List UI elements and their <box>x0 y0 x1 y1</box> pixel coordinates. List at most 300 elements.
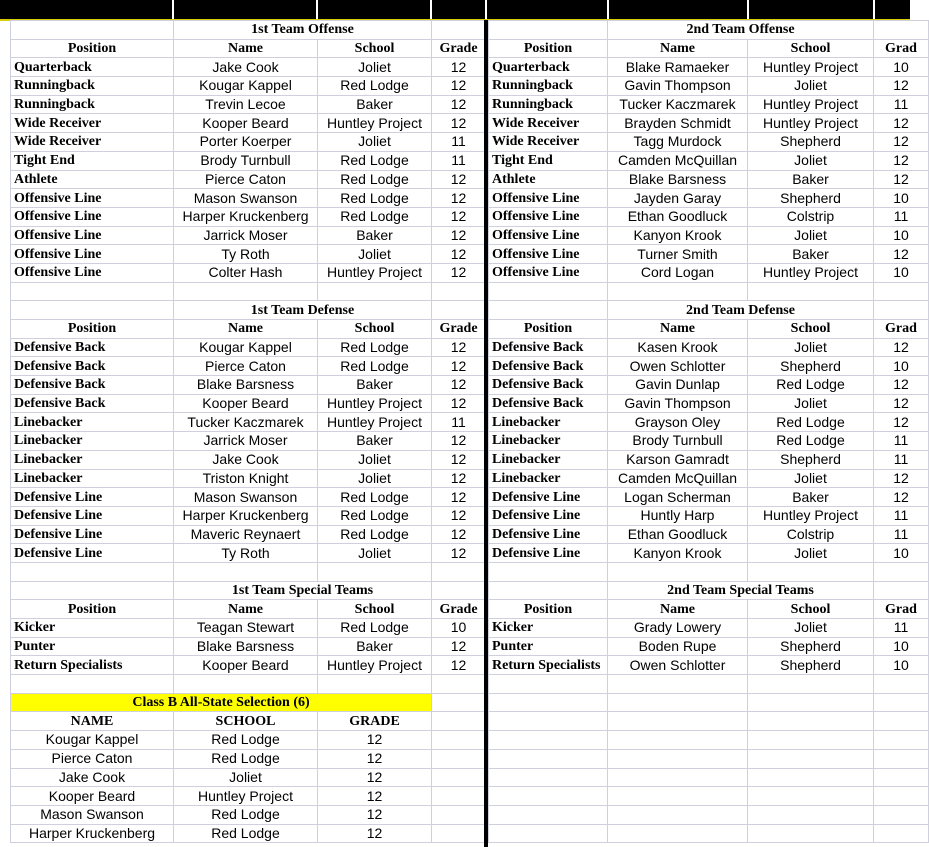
blank-cell <box>748 731 874 750</box>
blank-cell <box>432 712 486 731</box>
player-row <box>11 469 486 488</box>
player-position: Defensive Line <box>11 488 174 507</box>
player-row <box>489 77 929 96</box>
blank-cell <box>608 787 748 806</box>
player-school: Huntley Project <box>748 506 874 525</box>
blank-cell <box>432 787 486 806</box>
player-grade: 12 <box>874 394 929 413</box>
player-name: Camden McQuillan <box>608 151 748 170</box>
allstate-name: Jake Cook <box>11 768 174 787</box>
player-name: Ty Roth <box>174 245 318 264</box>
blank-cell <box>874 824 929 843</box>
section-blank-cell <box>874 581 929 600</box>
player-position: Punter <box>11 637 174 656</box>
player-row <box>489 488 929 507</box>
player-position: Return Specialists <box>489 656 608 675</box>
allstate-grade: 12 <box>318 768 432 787</box>
player-row <box>489 544 929 563</box>
player-school: Joliet <box>748 77 874 96</box>
column-header-school: School <box>318 39 432 58</box>
blank-cell <box>608 731 748 750</box>
blank-cell <box>174 562 318 581</box>
blank-cell <box>489 712 608 731</box>
player-position: Runningback <box>11 95 174 114</box>
player-grade: 12 <box>432 488 486 507</box>
player-school: Baker <box>748 245 874 264</box>
section-blank-cell <box>11 581 174 600</box>
player-row <box>11 189 486 208</box>
blank-cell <box>432 675 486 694</box>
player-row <box>11 133 486 152</box>
player-school: Red Lodge <box>318 207 432 226</box>
player-school: Joliet <box>748 619 874 638</box>
player-name: Maveric Reynaert <box>174 525 318 544</box>
player-school: Shepherd <box>748 357 874 376</box>
blank-row <box>489 712 929 731</box>
player-grade: 11 <box>874 506 929 525</box>
player-grade: 11 <box>432 413 486 432</box>
player-grade: 11 <box>874 619 929 638</box>
player-name: Jake Cook <box>174 58 318 77</box>
player-school: Red Lodge <box>748 376 874 395</box>
player-row <box>11 637 486 656</box>
player-school: Joliet <box>748 151 874 170</box>
blank-row <box>489 824 929 843</box>
section-title-row <box>489 581 929 600</box>
player-row <box>489 656 929 675</box>
player-row <box>489 170 929 189</box>
player-name: Grayson Oley <box>608 413 748 432</box>
blank-cell <box>489 675 608 694</box>
section-title: 1st Team Special Teams <box>174 581 432 600</box>
column-header-grade: Grad <box>874 320 929 339</box>
allstate-row <box>11 749 486 768</box>
player-school: Red Lodge <box>318 357 432 376</box>
blank-cell <box>874 675 929 694</box>
player-row <box>489 637 929 656</box>
player-school: Baker <box>318 432 432 451</box>
blank-row <box>489 787 929 806</box>
player-row <box>11 656 486 675</box>
player-school: Baker <box>318 376 432 395</box>
player-school: Baker <box>748 170 874 189</box>
player-name: Kooper Beard <box>174 114 318 133</box>
column-header-position: Position <box>11 320 174 339</box>
blank-row <box>11 282 486 301</box>
player-position: Offensive Line <box>11 207 174 226</box>
column-header-grade: Grade <box>432 39 486 58</box>
player-position: Defensive Back <box>11 376 174 395</box>
blank-cell <box>489 282 608 301</box>
section-blank-cell <box>432 581 486 600</box>
player-position: Runningback <box>489 95 608 114</box>
player-position: Tight End <box>11 151 174 170</box>
blank-cell <box>489 805 608 824</box>
blank-row <box>489 749 929 768</box>
blank-row <box>11 675 486 694</box>
blank-cell <box>11 282 174 301</box>
column-header-school: School <box>318 600 432 619</box>
blank-cell <box>432 749 486 768</box>
player-position: Offensive Line <box>11 263 174 282</box>
player-row <box>489 506 929 525</box>
player-school: Red Lodge <box>318 619 432 638</box>
blank-row <box>489 731 929 750</box>
player-grade: 12 <box>874 338 929 357</box>
player-grade: 12 <box>874 114 929 133</box>
player-position: Athlete <box>489 170 608 189</box>
allstate-school: Red Lodge <box>174 805 318 824</box>
player-position: Defensive Back <box>489 338 608 357</box>
player-row <box>489 226 929 245</box>
player-name: Mason Swanson <box>174 488 318 507</box>
player-grade: 10 <box>874 226 929 245</box>
player-school: Shepherd <box>748 133 874 152</box>
player-school: Baker <box>318 95 432 114</box>
player-school: Colstrip <box>748 207 874 226</box>
player-row <box>11 357 486 376</box>
blank-row <box>489 805 929 824</box>
player-name: Blake Barsness <box>174 637 318 656</box>
player-position: Athlete <box>11 170 174 189</box>
player-name: Huntly Harp <box>608 506 748 525</box>
player-grade: 12 <box>432 207 486 226</box>
player-grade: 12 <box>432 506 486 525</box>
player-row <box>489 58 929 77</box>
player-row <box>489 469 929 488</box>
blank-cell <box>748 712 874 731</box>
player-row <box>489 263 929 282</box>
player-position: Offensive Line <box>489 263 608 282</box>
allstate-row <box>11 805 486 824</box>
player-grade: 10 <box>432 619 486 638</box>
player-school: Joliet <box>318 133 432 152</box>
player-name: Blake Barsness <box>608 170 748 189</box>
player-grade: 12 <box>432 58 486 77</box>
player-name: Teagan Stewart <box>174 619 318 638</box>
player-name: Brody Turnbull <box>174 151 318 170</box>
player-position: Defensive Back <box>489 357 608 376</box>
player-row <box>489 207 929 226</box>
player-position: Offensive Line <box>489 207 608 226</box>
player-name: Ethan Goodluck <box>608 525 748 544</box>
player-name: Karson Gamradt <box>608 450 748 469</box>
player-name: Kooper Beard <box>174 394 318 413</box>
column-header-position: Position <box>11 600 174 619</box>
player-row <box>11 376 486 395</box>
player-row <box>11 151 486 170</box>
player-position: Wide Receiver <box>489 133 608 152</box>
player-name: Turner Smith <box>608 245 748 264</box>
blank-cell <box>874 693 929 712</box>
section-title-row <box>489 301 929 320</box>
player-name: Gavin Thompson <box>608 77 748 96</box>
player-position: Linebacker <box>11 450 174 469</box>
player-row <box>11 432 486 451</box>
player-school: Joliet <box>748 394 874 413</box>
player-grade: 10 <box>874 544 929 563</box>
player-grade: 12 <box>874 151 929 170</box>
player-grade: 10 <box>874 637 929 656</box>
blank-cell <box>608 824 748 843</box>
column-header-position: Position <box>489 600 608 619</box>
column-header-name: Name <box>174 39 318 58</box>
player-grade: 11 <box>874 207 929 226</box>
blank-cell <box>874 712 929 731</box>
player-row <box>489 245 929 264</box>
player-school: Red Lodge <box>748 413 874 432</box>
blank-cell <box>874 768 929 787</box>
player-school: Joliet <box>318 469 432 488</box>
player-name: Jayden Garay <box>608 189 748 208</box>
section-title: 1st Team Offense <box>174 21 432 40</box>
player-position: Defensive Back <box>489 376 608 395</box>
blank-cell <box>608 712 748 731</box>
player-grade: 12 <box>432 189 486 208</box>
section-title: 2nd Team Special Teams <box>608 581 874 600</box>
allstate-header-row <box>11 712 486 731</box>
player-name: Kougar Kappel <box>174 77 318 96</box>
header-bar-separator <box>873 0 875 19</box>
blank-cell <box>748 805 874 824</box>
player-row <box>489 394 929 413</box>
player-school: Red Lodge <box>748 432 874 451</box>
player-grade: 12 <box>432 469 486 488</box>
player-school: Joliet <box>318 544 432 563</box>
blank-cell <box>748 787 874 806</box>
player-grade: 12 <box>432 394 486 413</box>
column-header-name: Name <box>608 320 748 339</box>
blank-row <box>489 768 929 787</box>
player-position: Offensive Line <box>489 189 608 208</box>
section-title: 2nd Team Defense <box>608 301 874 320</box>
player-position: Linebacker <box>11 469 174 488</box>
player-grade: 12 <box>874 488 929 507</box>
player-position: Linebacker <box>489 413 608 432</box>
player-name: Jarrick Moser <box>174 226 318 245</box>
player-grade: 12 <box>432 450 486 469</box>
blank-cell <box>489 693 608 712</box>
player-position: Offensive Line <box>489 226 608 245</box>
player-grade: 12 <box>432 114 486 133</box>
player-name: Camden McQuillan <box>608 469 748 488</box>
player-name: Harper Kruckenberg <box>174 506 318 525</box>
blank-cell <box>11 675 174 694</box>
section-blank-cell <box>874 21 929 40</box>
column-header-grade: Grad <box>874 600 929 619</box>
player-position: Defensive Line <box>11 544 174 563</box>
player-name: Pierce Caton <box>174 357 318 376</box>
player-row <box>11 450 486 469</box>
player-row <box>489 95 929 114</box>
column-header-row <box>489 39 929 58</box>
allstate-school: Huntley Project <box>174 787 318 806</box>
player-row <box>11 207 486 226</box>
player-row <box>489 619 929 638</box>
player-grade: 11 <box>874 525 929 544</box>
player-grade: 12 <box>432 432 486 451</box>
blank-cell <box>748 675 874 694</box>
player-school: Joliet <box>318 245 432 264</box>
player-name: Triston Knight <box>174 469 318 488</box>
player-position: Offensive Line <box>11 245 174 264</box>
player-school: Shepherd <box>748 189 874 208</box>
player-row <box>11 77 486 96</box>
allstate-title: Class B All-State Selection (6) <box>11 693 432 712</box>
blank-cell <box>489 787 608 806</box>
player-position: Linebacker <box>11 432 174 451</box>
section-blank-cell <box>432 21 486 40</box>
player-school: Red Lodge <box>318 488 432 507</box>
player-school: Joliet <box>748 544 874 563</box>
player-school: Huntley Project <box>318 394 432 413</box>
column-header-row <box>11 39 486 58</box>
column-divider <box>484 20 488 847</box>
player-name: Owen Schlotter <box>608 656 748 675</box>
player-name: Kasen Krook <box>608 338 748 357</box>
player-row <box>489 151 929 170</box>
blank-cell <box>11 562 174 581</box>
player-name: Blake Barsness <box>174 376 318 395</box>
player-name: Mason Swanson <box>174 189 318 208</box>
player-school: Joliet <box>318 58 432 77</box>
player-row <box>11 95 486 114</box>
player-row <box>489 133 929 152</box>
player-school: Joliet <box>318 450 432 469</box>
player-name: Porter Koerper <box>174 133 318 152</box>
player-school: Shepherd <box>748 450 874 469</box>
blank-cell <box>489 731 608 750</box>
column-header-grade: Grad <box>874 39 929 58</box>
blank-cell <box>318 562 432 581</box>
column-header-school: School <box>748 39 874 58</box>
allstate-header-grade: GRADE <box>318 712 432 731</box>
player-position: Defensive Line <box>11 525 174 544</box>
player-row <box>489 450 929 469</box>
header-bar-separator <box>430 0 432 19</box>
player-name: Cord Logan <box>608 263 748 282</box>
player-row <box>11 525 486 544</box>
blank-cell <box>432 824 486 843</box>
blank-row <box>11 562 486 581</box>
player-grade: 10 <box>874 656 929 675</box>
player-position: Kicker <box>11 619 174 638</box>
allstate-name: Kooper Beard <box>11 787 174 806</box>
section-blank-cell <box>874 301 929 320</box>
player-name: Kougar Kappel <box>174 338 318 357</box>
player-position: Offensive Line <box>11 226 174 245</box>
blank-cell <box>874 749 929 768</box>
blank-cell <box>874 787 929 806</box>
header-bar <box>0 0 910 21</box>
section-title-row <box>11 301 486 320</box>
allstate-header-school: SCHOOL <box>174 712 318 731</box>
player-name: Jake Cook <box>174 450 318 469</box>
blank-cell <box>432 693 486 712</box>
player-row <box>489 189 929 208</box>
column-header-grade: Grade <box>432 320 486 339</box>
player-school: Joliet <box>748 226 874 245</box>
blank-cell <box>489 749 608 768</box>
player-grade: 12 <box>874 133 929 152</box>
allstate-grade: 12 <box>318 749 432 768</box>
player-grade: 12 <box>432 357 486 376</box>
blank-cell <box>608 768 748 787</box>
player-grade: 10 <box>874 263 929 282</box>
player-school: Huntley Project <box>748 263 874 282</box>
allstate-grade: 12 <box>318 787 432 806</box>
player-row <box>11 226 486 245</box>
player-school: Red Lodge <box>318 338 432 357</box>
header-bar-separator <box>172 0 174 19</box>
player-position: Defensive Line <box>489 488 608 507</box>
column-header-school: School <box>318 320 432 339</box>
player-position: Wide Receiver <box>11 133 174 152</box>
column-header-position: Position <box>489 39 608 58</box>
player-grade: 11 <box>432 133 486 152</box>
player-grade: 12 <box>432 263 486 282</box>
player-row <box>11 338 486 357</box>
player-name: Jarrick Moser <box>174 432 318 451</box>
player-grade: 12 <box>432 525 486 544</box>
player-name: Kanyon Krook <box>608 226 748 245</box>
section-title-row <box>11 21 486 40</box>
blank-row <box>489 282 929 301</box>
player-row <box>489 376 929 395</box>
player-position: Defensive Back <box>11 394 174 413</box>
column-header-name: Name <box>174 320 318 339</box>
allstate-row <box>11 768 486 787</box>
column-header-name: Name <box>608 600 748 619</box>
blank-cell <box>432 282 486 301</box>
header-bar-separator <box>485 0 487 19</box>
blank-cell <box>748 768 874 787</box>
player-name: Gavin Dunlap <box>608 376 748 395</box>
player-position: Defensive Back <box>11 338 174 357</box>
allstate-row <box>11 787 486 806</box>
column-header-school: School <box>748 320 874 339</box>
blank-cell <box>748 749 874 768</box>
header-bar-separator <box>607 0 609 19</box>
blank-cell <box>608 693 748 712</box>
player-grade: 10 <box>874 58 929 77</box>
player-row <box>11 506 486 525</box>
player-grade: 12 <box>432 245 486 264</box>
player-name: Kanyon Krook <box>608 544 748 563</box>
player-row <box>11 245 486 264</box>
allstate-name: Pierce Caton <box>11 749 174 768</box>
player-name: Trevin Lecoe <box>174 95 318 114</box>
blank-cell <box>874 805 929 824</box>
column-header-row <box>11 600 486 619</box>
column-header-name: Name <box>174 600 318 619</box>
player-grade: 12 <box>874 413 929 432</box>
allstate-school: Red Lodge <box>174 749 318 768</box>
allstate-title-row <box>11 693 486 712</box>
player-school: Huntley Project <box>748 95 874 114</box>
player-grade: 12 <box>432 656 486 675</box>
column-header-row <box>489 600 929 619</box>
player-name: Colter Hash <box>174 263 318 282</box>
player-position: Kicker <box>489 619 608 638</box>
blank-cell <box>748 562 874 581</box>
player-position: Linebacker <box>489 469 608 488</box>
player-name: Gavin Thompson <box>608 394 748 413</box>
section-blank-cell <box>432 301 486 320</box>
allstate-grade: 12 <box>318 805 432 824</box>
player-name: Tagg Murdock <box>608 133 748 152</box>
allstate-header-name: NAME <box>11 712 174 731</box>
